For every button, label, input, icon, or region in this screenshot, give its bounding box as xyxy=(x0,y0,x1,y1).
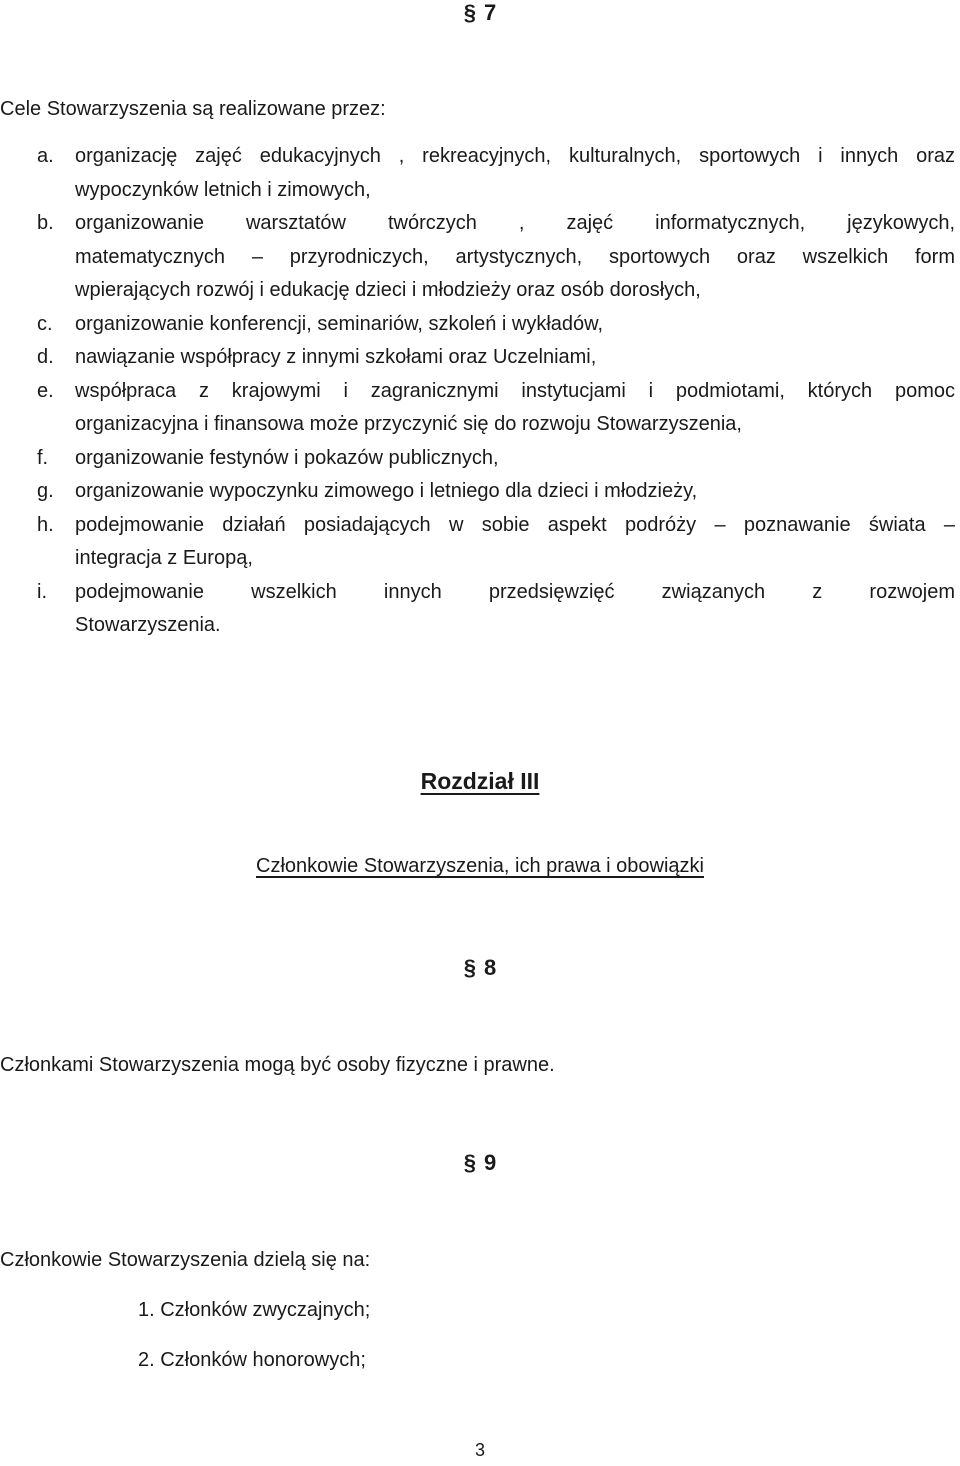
list-item-line: matematycznych – przyrodniczych, artystycznych, sportowych oraz wszelkich form xyxy=(75,245,955,268)
list-item xyxy=(37,308,955,342)
section-7-intro: Cele Stowarzyszenia są realizowane przez: xyxy=(0,98,386,120)
chapter-subtitle: Członkowie Stowarzyszenia, ich prawa i obowiązki xyxy=(256,855,704,877)
list-item-line: organizowanie festynów i pokazów publicznych, xyxy=(75,446,499,469)
list-item xyxy=(37,140,955,207)
member-type-item: 2. Członków honorowych; xyxy=(138,1349,366,1371)
list-item-line: współpraca z krajowymi i zagranicznymi instytucjami i podmiotami, których pomoc xyxy=(75,379,955,402)
list-item xyxy=(37,442,955,476)
section-number: 9 xyxy=(484,1150,497,1175)
list-item xyxy=(37,341,955,375)
list-marker: i. xyxy=(37,580,47,603)
list-marker: b. xyxy=(37,212,54,234)
list-item-line: organizowanie wypoczynku zimowego i letniego dla dzieci i młodzieży, xyxy=(75,480,698,502)
list-marker: e. xyxy=(37,379,54,402)
list-item-line: podejmowanie działań posiadających w sobie aspekt podróży – poznawanie świata – xyxy=(75,513,955,536)
list-marker: f. xyxy=(37,446,49,469)
section-number: 8 xyxy=(484,955,497,980)
section-9-text: Członkowie Stowarzyszenia dzielą się na: xyxy=(0,1249,371,1271)
section-sign: § xyxy=(463,0,476,25)
list-item-line: integracja z Europą, xyxy=(75,547,253,569)
list-item xyxy=(37,375,955,442)
list-item-line: Stowarzyszenia. xyxy=(75,614,221,636)
section-9-heading xyxy=(0,1150,960,1176)
member-type-item: 1. Członków zwyczajnych; xyxy=(138,1299,371,1321)
list-item-line: podejmowanie wszelkich innych przedsięwzięć związanych z rozwojem xyxy=(75,580,955,603)
chapter-title: Rozdział III xyxy=(420,768,540,794)
list-item-line: wpierających rozwój i edukację dzieci i młodzieży oraz osób dorosłych, xyxy=(75,279,701,301)
section-number: 7 xyxy=(484,0,497,25)
section-8-text: Członkami Stowarzyszenia mogą być osoby fizyczne i prawne. xyxy=(0,1054,555,1076)
list-marker: c. xyxy=(37,312,53,335)
page-number: 3 xyxy=(474,1440,485,1460)
list-item xyxy=(37,576,955,643)
list-item-line: organizację zajęć edukacyjnych , rekreacyjnych, kulturalnych, sportowych i innych oraz xyxy=(75,145,955,167)
list-marker: a. xyxy=(37,145,54,167)
list-item-line: organizacyjna i finansowa może przyczynić się do rozwoju Stowarzyszenia, xyxy=(75,413,742,435)
list-marker: h. xyxy=(37,513,54,536)
list-item xyxy=(37,475,955,509)
list-item-line: nawiązanie współpracy z innymi szkołami oraz Uczelniami, xyxy=(75,346,597,368)
goals-list xyxy=(37,140,955,643)
list-item xyxy=(37,207,955,308)
section-8-heading xyxy=(0,955,960,981)
list-marker: g. xyxy=(37,480,54,502)
list-item-line: organizowanie warsztatów twórczych , zajęć informatycznych, językowych, xyxy=(75,212,955,234)
section-sign: § xyxy=(463,955,476,980)
list-item-line: wypoczynków letnich i zimowych, xyxy=(75,178,371,201)
section-sign: § xyxy=(463,1150,476,1175)
list-marker: d. xyxy=(37,346,54,368)
list-item xyxy=(37,509,955,576)
list-item-line: organizowanie konferencji, seminariów, szkoleń i wykładów, xyxy=(75,312,604,335)
section-7-heading xyxy=(0,0,960,26)
